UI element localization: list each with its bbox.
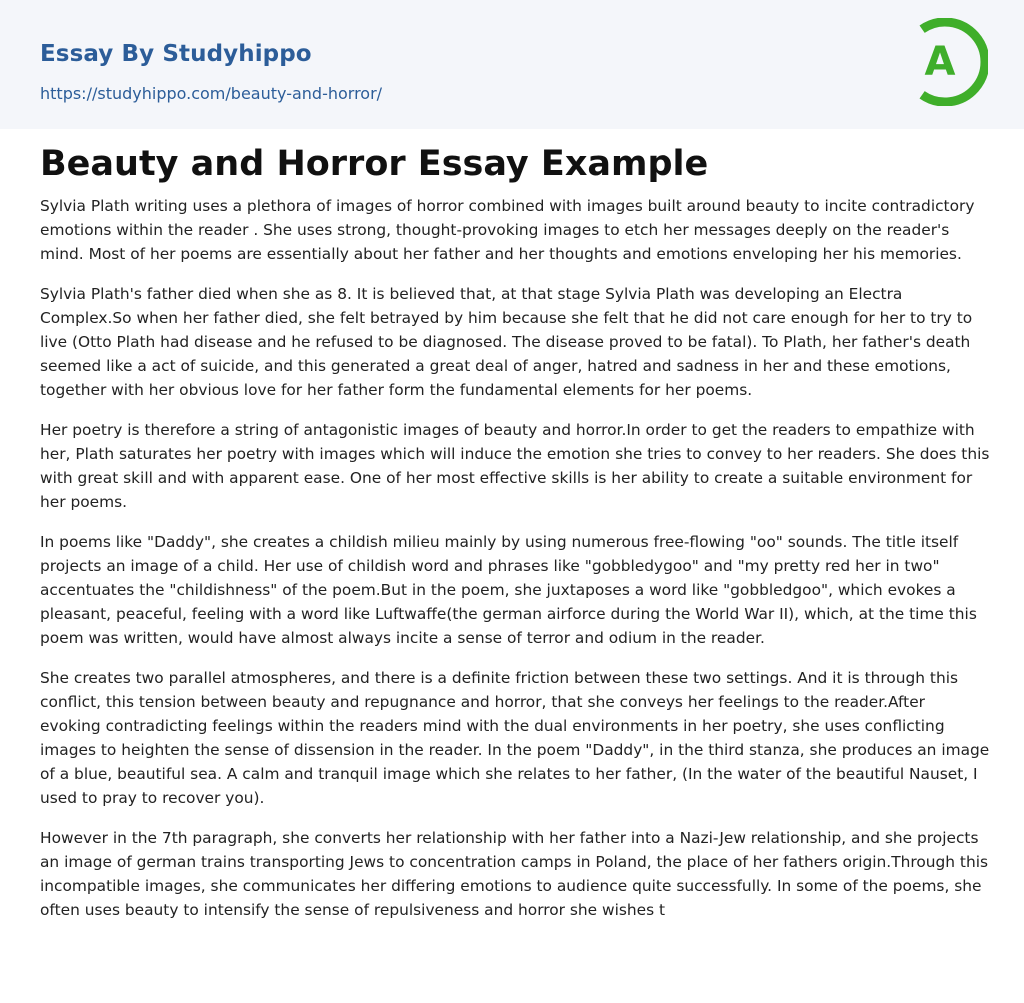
- page-title: Beauty and Horror Essay Example: [40, 144, 709, 184]
- logo-letter: A: [924, 39, 956, 85]
- essay-paragraph-6: However in the 7th paragraph, she converts her relationship with her father into a Nazi-Jew relationship, and she projects an image of german trains transporting Jews to concentration camps in Poland, the place of her fathers origin.Through this incompatible images, she communicates her differing emotions to audience quite successfully. In some of the poems, she often uses beauty to intensify the sense of repulsiveness and horror she wishes t: [40, 829, 989, 919]
- essay-paragraph-5: She creates two parallel atmospheres, and there is a definite friction between these two settings. And it is through this conflict, this tension between beauty and repugnance and horror, that she conveys her feelings to the reader.After evoking contradicting feelings within the readers mind with the dual environments in her poetry, she uses conflicting images to heighten the sense of dissension in the reader. In the poem "Daddy", in the third stanza, she produces an image of a blue, beautiful sea. A calm and tranquil image which she relates to her father, (In the water of the beautiful Nauset, I used to pray to recover you).: [40, 669, 990, 807]
- site-header: [0, 0, 1024, 129]
- essay-paragraph-4: In poems like "Daddy", she creates a childish milieu mainly by using numerous free-flowing "oo" sounds. The title itself projects an image of a child. Her use of childish word and phrases like "gobbledygoo" and "my pretty red her in two" accentuates the "childishness" of the poem.But in the poem, she juxtaposes a word like "gobbledgoo", which evokes a pleasant, peaceful, feeling with a word like Luftwaffe(the german airforce during the World War II), which, at the time this poem was written, would have almost always incite a sense of terror and odium in the reader.: [40, 533, 977, 647]
- essay-paragraph-1: Sylvia Plath writing uses a plethora of images of horror combined with images built around beauty to incite contradictory emotions within the reader . She uses strong, thought-provoking images to etch her messages deeply on the reader's mind. Most of her poems are essentially about her father and her thoughts and emotions enveloping her his memories.: [40, 197, 975, 263]
- studyhippo-logo-icon[interactable]: [900, 18, 988, 106]
- essay-body: [40, 194, 990, 954]
- essay-paragraph-3: Her poetry is therefore a string of antagonistic images of beauty and horror.In order to get the readers to empathize with her, Plath saturates her poetry with images which will induce the emotion she tries to convey to her readers. She does this with great skill and with apparent ease. One of her most effective skills is her ability to create a suitable environment for her poems.: [40, 421, 990, 511]
- essay-paragraph-2: Sylvia Plath's father died when she as 8. It is believed that, at that stage Sylvia Plath was developing an Electra Complex.So when her father died, she felt betrayed by him because she felt that he did not care enough for her to try to live (Otto Plath had disease and he refused to be diagnosed. The disease proved to be fatal). To Plath, her father's death seemed like a act of suicide, and this generated a great deal of anger, hatred and sadness in her and these emotions, together with her obvious love for her father form the fundamental elements for her poems.: [40, 285, 973, 399]
- page-url-link[interactable]: https://studyhippo.com/beauty-and-horror/: [40, 84, 383, 103]
- site-brand[interactable]: Essay By Studyhippo: [40, 41, 312, 67]
